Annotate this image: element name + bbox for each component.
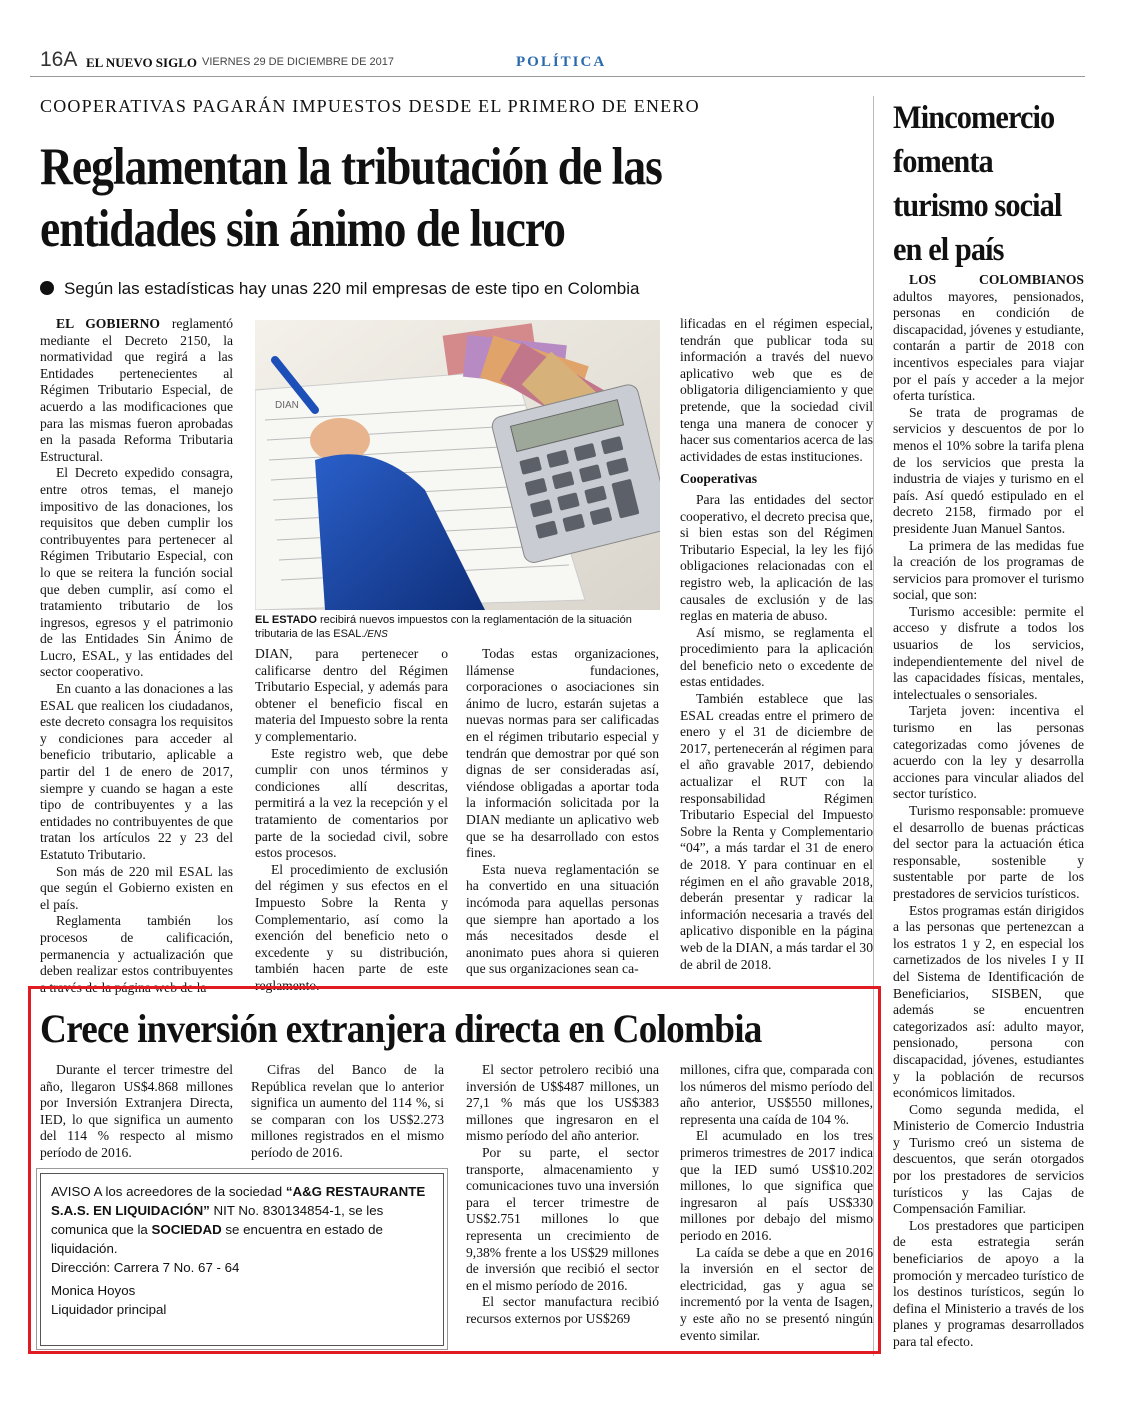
paragraph-text: También establece que las ESAL creadas entre el primero de enero y el 31 de diciembre de 2017, pertenecerán al régimen para el año gravable 2017, debiendo actualizar el RUT con la responsabilidad Régimen Tributario Especial del Impuesto Sobre la Renta y Complementario “04”, a más tardar el 31 de enero de 2018. Y para continuar en el régimen en el año gravable 2018, deberán presentar y radicar la información necesaria a través del aplicativo disponible en la página web de la DIAN, a más tardar el 30 de abril de 2018. [680, 691, 873, 972]
notice-company: “A&G RESTAURANTE S.A.S. EN LIQUIDACIÓN” [51, 1184, 426, 1218]
paragraph [893, 604, 1084, 704]
paragraph [680, 1062, 873, 1128]
paragraph-text: Los prestadores que participen de esta estrategia serán beneficiarios de apoyo a la promoción y mercadeo turístico de los destinos turísticos, según lo defina el Ministerio a través de los planes y programas desarrollados para tal efecto. [893, 1217, 1084, 1349]
notice-address: Dirección: Carrera 7 No. 67 - 64 [51, 1260, 240, 1275]
svg-text:DIAN: DIAN [275, 400, 299, 411]
sidebar-body [893, 272, 1084, 1351]
paragraph-text: Esta nueva reglamentación se ha convertido en una situación incómoda para aquellas personas que siempre han aportado a los más necesitados desde el anonimato pues ahora si quieren que sus organizaciones sean ca- [466, 861, 659, 977]
box-column-2 [251, 1062, 444, 1162]
paragraph-text: Son más de 220 mil ESAL las que según el Gobierno existen en el país. [40, 863, 233, 912]
paragraph [255, 746, 448, 862]
tax-form-calculator-photo [255, 320, 660, 610]
paragraph-text: Cifras del Banco de la República revelan que lo anterior significa un aumento del 114 %, si se comparan con los US$2.273 millones registrados en el mismo período de 2016. [251, 1062, 444, 1160]
box-column-1 [40, 1062, 233, 1162]
paragraph-text: Se trata de programas de servicios y descuentos de por lo menos el 10% sobre la tarifa plena de los servicios que presta la industria de viajes y turismo en el país. Así quedó estipulado en el decreto 2158, firmado por el presidente Juan Manuel Santos. [893, 404, 1084, 536]
article-column-3 [466, 646, 659, 978]
paragraph [893, 903, 1084, 1102]
paragraph [40, 864, 233, 914]
article-column-4 [680, 316, 873, 973]
page-number: 16A [40, 48, 78, 71]
notice-text-e: se encuentra en estado de liquidación. [51, 1222, 383, 1256]
paragraph-text: adultos mayores, pensionados, personas en condición de discapacidad, jóvenes y estudiante, contarán a partir de 2018 con incentivos especiales para viajar por el país y acceder a la mejor oferta turística. [893, 288, 1084, 404]
notice-text-d: SOCIEDAD [151, 1222, 222, 1237]
article-column-1 [40, 316, 233, 996]
notice-body [51, 1182, 433, 1258]
page-header [30, 46, 1085, 77]
paragraph-text: Como segunda medida, el Ministerio de Comercio Industria y Turismo creó un sistema de descuentos, que serán otorgados por los prestadores de servicios turísticos y las Cajas de Compensación Familiar. [893, 1101, 1084, 1217]
subheading-cooperativas: Cooperativas [680, 471, 758, 487]
caption-lead: EL ESTADO [255, 614, 317, 626]
paragraph [893, 1102, 1084, 1218]
notice-name: Monica Hoyos [51, 1283, 136, 1298]
paragraph [466, 1294, 659, 1327]
paragraph-lead: EL GOBIERNO [56, 316, 161, 331]
box-column-4 [680, 1062, 873, 1344]
notice-text-a: AVISO A los acreedores de la sociedad [51, 1184, 286, 1199]
paragraph [466, 1062, 659, 1145]
paragraph-text: Tarjeta joven: incentiva el turismo en las personas categorizadas como jóvenes de acuerdo con la ley y desarrolla acciones para vincular aliados del sector turístico. [893, 703, 1084, 802]
notice-role: Liquidador principal [51, 1302, 167, 1317]
paragraph-text: Durante el tercer trimestre del año, llegaron US$4.868 millones por Inversión Extranjera Directa, IED, lo que significa un aumento del 114 % respecto al mismo período de 2016. [40, 1062, 233, 1160]
bullet-dot-icon [40, 281, 54, 295]
paragraph-text: El procedimiento de exclusión del régimen y sus efectos en el Impuesto Sobre la Renta y Complementario, así como la exención del beneficio neto o excedente y su distribución, también hacen parte de este reglamento. [255, 861, 448, 993]
paragraph-text: En cuanto a las donaciones a las ESAL que realicen los ciudadanos, este decreto consagra los requisitos y condiciones para acceder al beneficio tributario, aplicable a partir del 1 de enero de 2017, siempre y cuando se hagan a este tipo de contribuyentes y a las entidades no contribuyentes de que tratan los artículos 22 y 23 del Estatuto Tributario. [40, 681, 233, 862]
paragraph-text: Todas estas organizaciones, llámense fundaciones, corporaciones o asociaciones sin ánimo de lucro, estarán sujetas a nuevas normas para ser calificadas en el régimen tributario especial y tendrán que demostrar por qué son dignas de ser consideradas así, viéndose obligadas a aportar toda la información solicitada por la DIAN mediante un aplicativo web que se ha desarrollado con estos fines. [466, 646, 659, 861]
paragraph-text: lificadas en el régimen especial, tendrán que publicar toda su información a través del nuevo aplicativo web que es de obligatoria diligenciamiento y que pretende, que la sociedad civil tenga una manera de conocer y hacer sus comentarios acerca de las actividades de estas instituciones. [680, 316, 873, 464]
article-headline: Reglamentan la tributación de las entidades sin ánimo de lucro [40, 138, 662, 258]
paragraph-text: Por su parte, el sector transporte, almacenamiento y comunicaciones tuvo una inversión para el tercer trimestre de US$2.751 millones lo que representa un crecimiento de 9,38% frente a los US$29 millones de inversión que recibió el sector en el mismo período de 2016. [466, 1144, 659, 1293]
caption-text: recibirá nuevos impuestos con la reglamentación de la situación tributaria de las ESAL. [255, 614, 632, 640]
paragraph-text: DIAN, para pertenecer o calificarse dentro del Régimen Tributario Especial, y además para obtener el beneficio fiscal en materia del Impuesto sobre la renta y complementario. [255, 646, 448, 744]
paragraph-text: Turismo accesible: permite el acceso y disfrute a todos los usuarios de los servicios, independientemente del nivel de las capacidades físicas, mentales, intelectuales o sensoriales. [893, 603, 1084, 702]
paragraph [893, 803, 1084, 903]
paragraph [680, 625, 873, 691]
sidebar-headline: Mincomercio fomenta turismo social en el país [893, 100, 1062, 268]
paragraph-text: Así mismo, se reglamenta el procedimiento para la aplicación del beneficio neto o excedente de estas entidades. [680, 624, 873, 690]
paragraph [40, 681, 233, 864]
box-column-3 [466, 1062, 659, 1328]
paragraph-text: El sector manufactura recibió recursos externos por US$269 [466, 1294, 659, 1326]
paragraph-text: millones, cifra que, comparada con los números del mismo período del año anterior, US$550 millones, representa una caída de 104 %. [680, 1062, 873, 1127]
paragraph-text: La caída se debe a que en 2016 la inversión en el sector de electricidad, gas y agua se incrementó por la venta de Isagen, y este año no se presentó ningún evento similar. [680, 1244, 873, 1343]
paragraph [466, 1145, 659, 1294]
paragraph-text: Para las entidades del sector cooperativo, el decreto precisa que, si bien estas son del Régimen Tributario Especial, la ley les fijó obligaciones relacionadas con el registro web, la aplicación de las causales de exclusión y de las reglas en materia de abuso. [680, 491, 873, 624]
newspaper-name: EL NUEVO SIGLO [86, 55, 197, 70]
article-photo [255, 320, 660, 610]
paragraph [466, 646, 659, 862]
paragraph [893, 538, 1084, 604]
legal-notice [40, 1173, 444, 1346]
photo-caption [255, 613, 660, 642]
paragraph [255, 646, 448, 746]
caption-credit: /ENS [364, 629, 388, 640]
paragraph-text: Reglamenta también los procesos de calificación, permanencia y actualización que deben realizar estos contribuyentes a través de la página web de la [40, 913, 233, 995]
paragraph-text: La primera de las medidas fue la creación de los programas de servicios para promover el turismo social, que son: [893, 537, 1084, 603]
paragraph-text: Estos programas están dirigidos a las personas que pertenezcan a los estratos 1 y 2, en especial los carnetizados de los niveles I y II del Sistema de Identificación de Beneficiarios, SISBEN, que además se encuentren categorizados así: adulto mayor, pensionado, persona con discapacidad, jóvenes, estudiantes y la población de recursos económicos limitados. [893, 902, 1084, 1101]
paragraph-text: El acumulado en los tres primeros trimestres de 2017 indica que la IED sumó US$10.202 millones, lo que significa que ingresaron al país US$330 millones por debajo del mismo periodo en 2016. [680, 1128, 873, 1243]
paragraph [466, 862, 659, 978]
paragraph [40, 1062, 233, 1162]
paragraph [893, 405, 1084, 538]
paragraph [680, 1245, 873, 1345]
paragraph [893, 272, 1084, 405]
article-kicker: COOPERATIVAS PAGARÁN IMPUESTOS DESDE EL PRIMERO DE ENERO [40, 96, 700, 116]
paragraph-text: El sector petrolero recibió una inversión de U$$487 millones, un 27,1 % más que los US$383 millones que ingresaron en el mismo período del año anterior. [466, 1062, 659, 1144]
paragraph [40, 913, 233, 996]
paragraph [680, 316, 873, 465]
issue-date: VIERNES 29 DE DICIEMBRE DE 2017 [202, 56, 394, 68]
paragraph [893, 1218, 1084, 1351]
article-summary [40, 279, 640, 299]
paragraph [680, 1128, 873, 1244]
summary-text: Según las estadísticas hay unas 220 mil empresas de este tipo en Colombia [64, 279, 640, 298]
box-headline: Crece inversión extranjera directa en Colombia [40, 1006, 762, 1051]
notice-text-c: NIT No. 830134854-1, se les comunica que la [51, 1203, 384, 1237]
paragraph-text: El Decreto expedido consagra, entre otros temas, el manejo impositivo de las donaciones, los requisitos que deben cumplir los contribuyentes para pertenecer al Régimen Tributario Especial, con lo que se reitera la función social que deben cumplir, así como el tratamiento tributario de los ingresos, egresos y el patrimonio de las Entidades Sin Ánimo de Lucro, ESAL, y las entidades del sector cooperativo. [40, 465, 233, 680]
paragraph [893, 703, 1084, 803]
paragraph-text: Turismo responsable: promueve el desarrollo de buenas prácticas del sector para la actuación ética responsable, sostenible y sustentable por parte de los prestadores de servicios turísticos. [893, 803, 1084, 901]
section-name: POLÍTICA [516, 54, 607, 70]
paragraph [680, 492, 873, 625]
paragraph [40, 316, 233, 465]
article-column-2 [255, 646, 448, 994]
paragraph [251, 1062, 444, 1162]
paragraph [40, 465, 233, 681]
paragraph-text: reglamentó mediante el Decreto 2150, la normatividad que regirá a las Entidades pertenecientes al Régimen Tributario Especial, de acuerdo a las modificaciones que para las mismas fueron aprobadas en la pasada Reforma Tributaria Estructural. [40, 316, 234, 464]
paragraph-lead: LOS COLOMBIANOS [909, 272, 1084, 287]
paragraph [255, 862, 448, 995]
paragraph [680, 691, 873, 973]
paragraph-text: Este registro web, que debe cumplir con unos términos y condiciones allí descritas, permitirá a la vez la recepción y el tratamiento de comentarios por parte de la sociedad civil, sobre estos procesos. [255, 745, 448, 861]
